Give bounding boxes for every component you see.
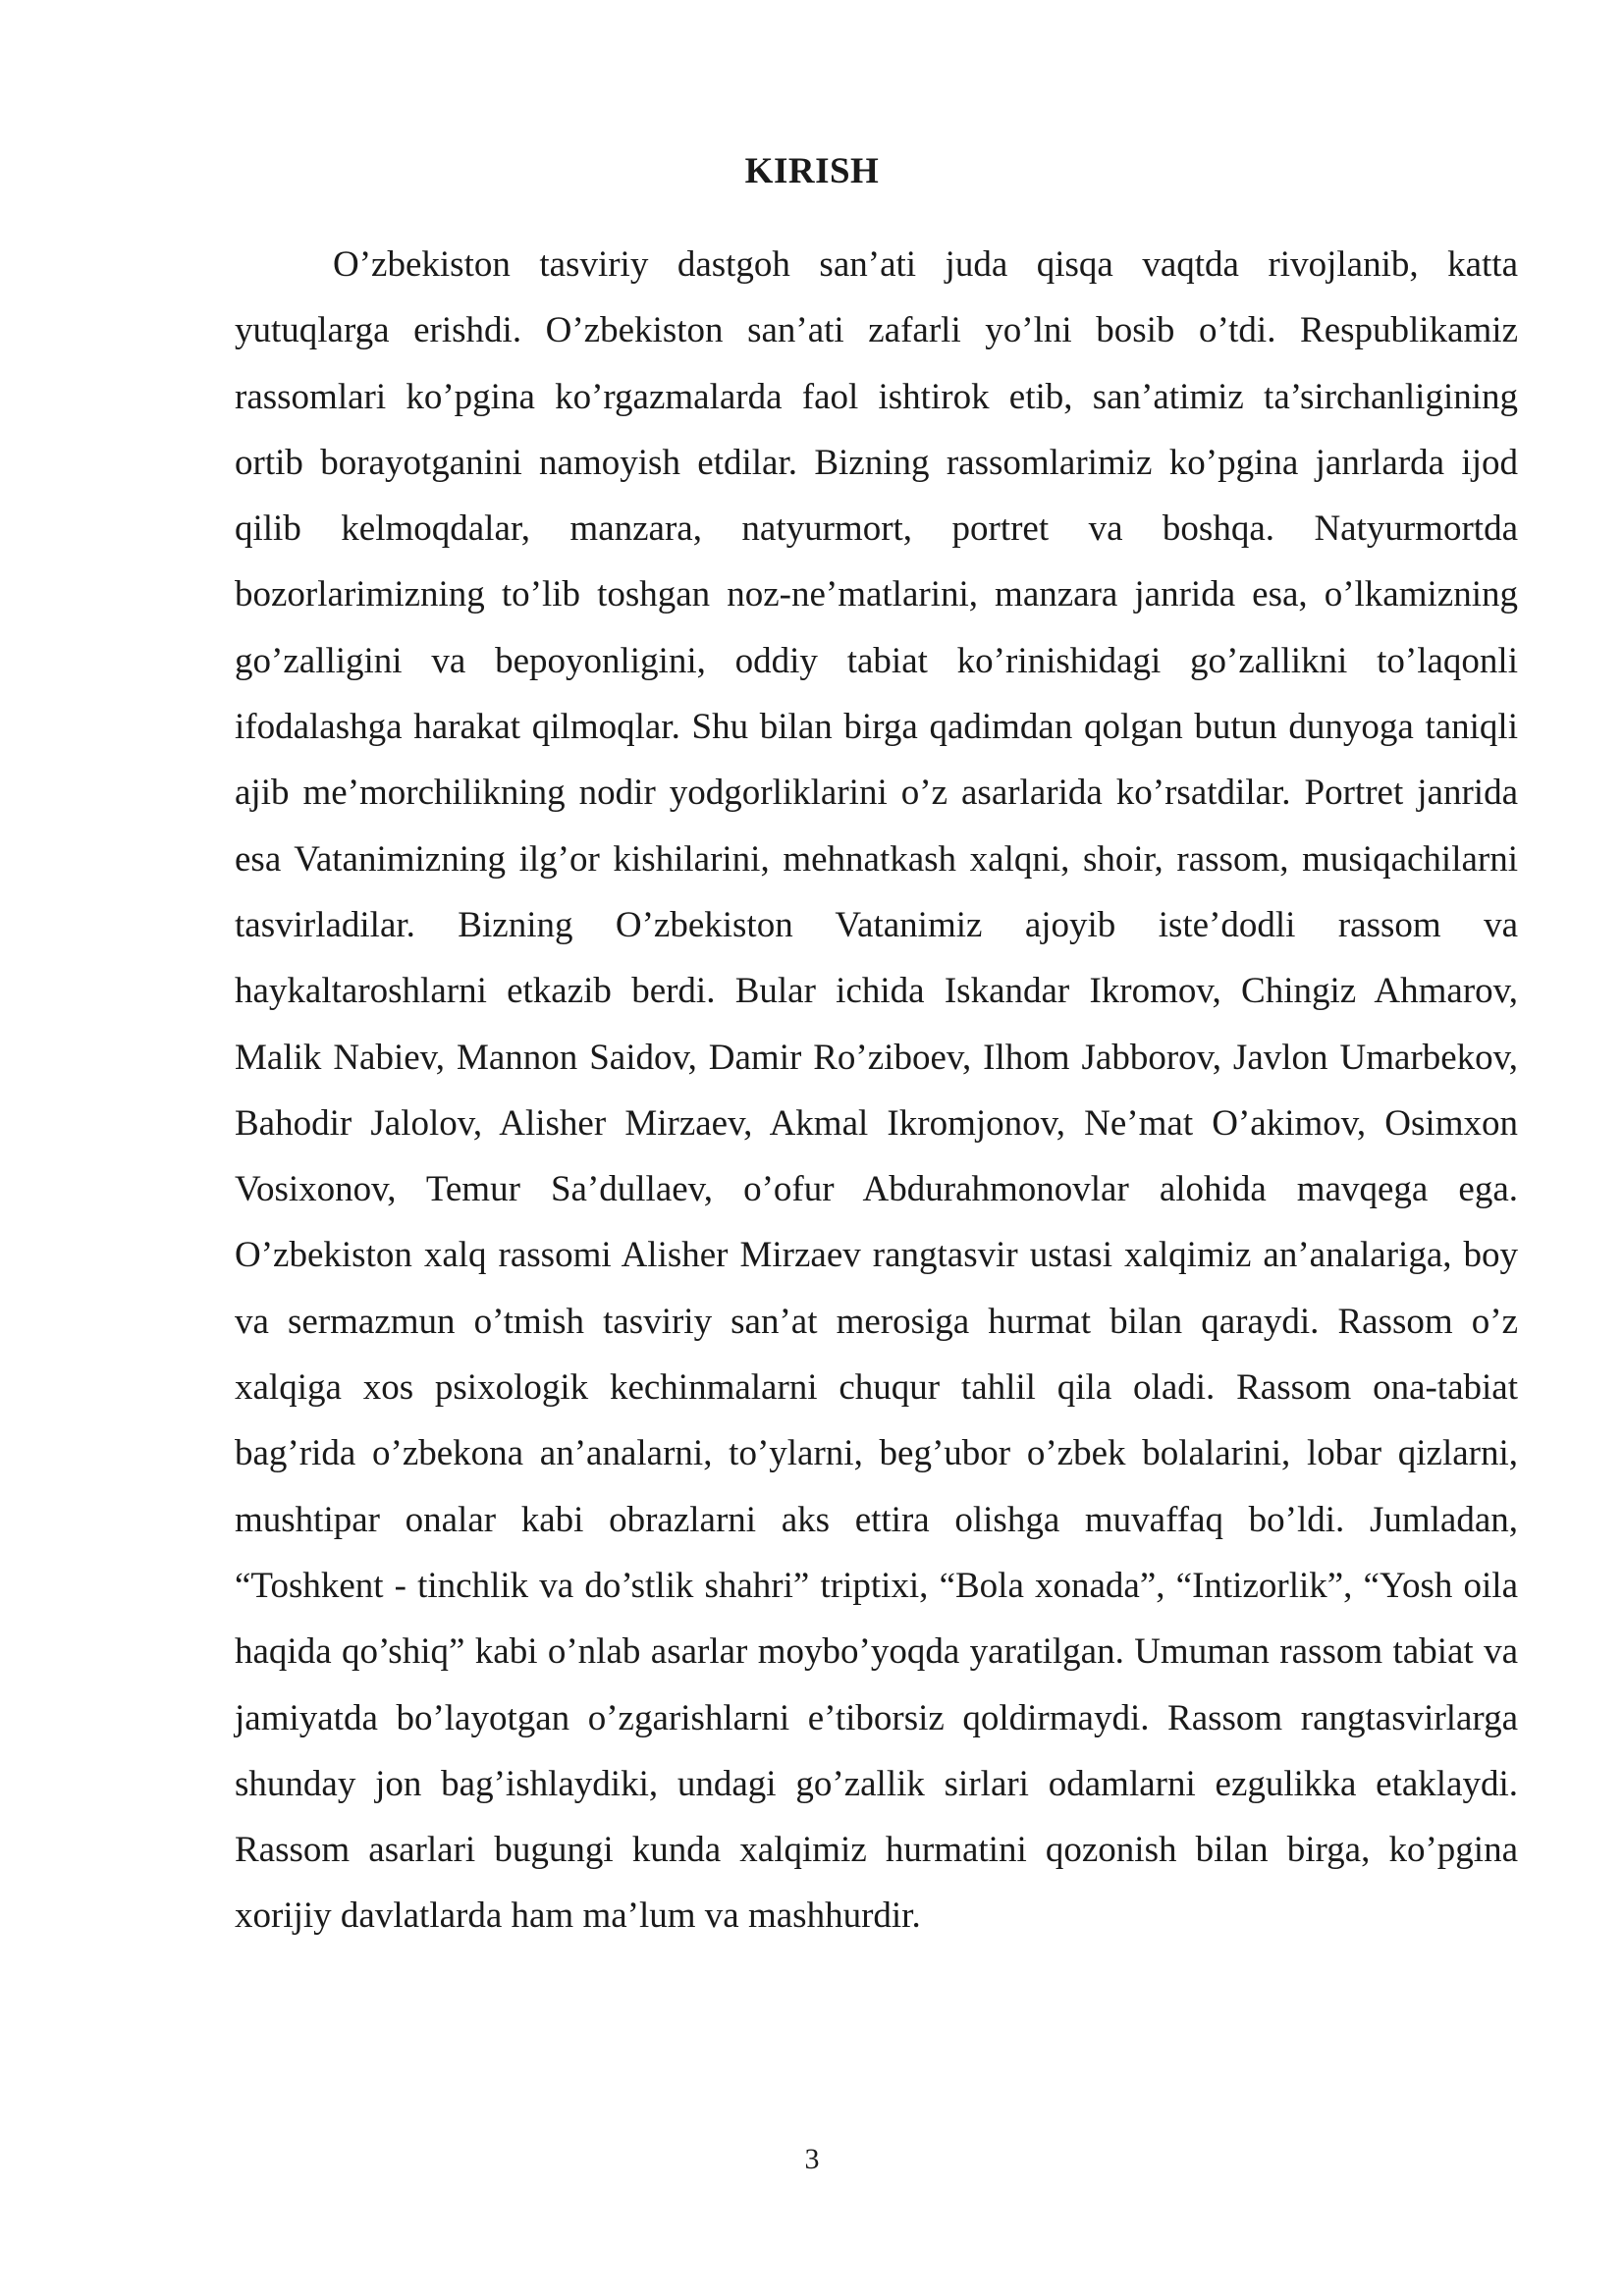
- section-heading: KIRISH: [744, 151, 880, 191]
- page-number: 3: [804, 2143, 820, 2175]
- body-paragraph: O’zbekiston tasviriy dastgoh san’ati juda qisqa vaqtda rivojlanib, katta yutuqlarga erishdi. O’zbekiston san’ati zafarli yo’lni bosib o’tdi. Respublikamiz rassomlari ko’pgina ko’rgazmalarda faol ishtirok etib, san’atimiz ta’sirchanligining ortib borayotganini namoyish etdilar. Bizning rassomlarimiz ko’pgina janrlarda ijod qilib kelmoqdalar, manzara, natyurmort, portret va boshqa. Natyurmortda bozorlarimizning to’lib toshgan noz-ne’matlarini, manzara janrida esa, o’lkamizning go’zalligini va bepoyonligini, oddiy tabiat ko’rinishidagi go’zallikni to’laqonli ifodalashga harakat qilmoqlar. Shu bilan birga qadimdan qolgan butun dunyoga taniqli ajib me’morchilikning nodir yodgorliklarini o’z asarlarida ko’rsatdilar. Portret janrida esa Vatanimizning ilg’or kishilarini, mehnatkash xalqni, shoir, rassom, musiqachilarni tasvirladilar. Bizning O’zbekiston Vatanimiz ajoyib iste’dodli rassom va haykaltaroshlarni etkazib berdi. Bular ichida Iskandar Ikromov, Chingiz Ahmarov, Malik Nabiev, Mannon Saidov, Damir Ro’ziboev, Ilhom Jabborov, Javlon Umarbekov, Bahodir Jalolov, Alisher Mirzaev, Akmal Ikromjonov, Ne’mat O’akimov, Osimxon Vosixonov, Temur Sa’dullaev, o’ofur Abdurahmonovlar alohida mavqega ega. O’zbekiston xalq rassomi Alisher Mirzaev rangtasvir ustasi xalqimiz an’analariga, boy va sermazmun o’tmish tasviriy san’at merosiga hurmat bilan qaraydi. Rassom o’z xalqiga xos psixologik kechinmalarni chuqur tahlil qila oladi. Rassom ona-tabiat bag’rida o’zbekona an’analarni, to’ylarni, beg’ubor o’zbek bolalarini, lobar qizlarni, mushtipar onalar kabi obrazlarni aks ettira olishga muvaffaq bo’ldi. Jumladan, “Toshkent - tinchlik va do’stlik shahri” triptixi, “Bola xonada”, “Intizorlik”, “Yosh oila haqida qo’shiq” kabi o’nlab asarlar moybo’yoqda yaratilgan. Umuman rassom tabiat va jamiyatda bo’layotgan o’zgarishlarni e’tiborsiz qoldirmaydi. Rassom rangtasvirlarga shunday jon bag’ishlaydiki, undagi go’zallik sirlari odamlarni ezgulikka etaklaydi. Rassom asarlari bugungi kunda xalqimiz hurmatini qozonish bilan birga, ko’pgina xorijiy davlatlarda ham ma’lum va mashhurdir.: [235, 244, 1518, 1937]
